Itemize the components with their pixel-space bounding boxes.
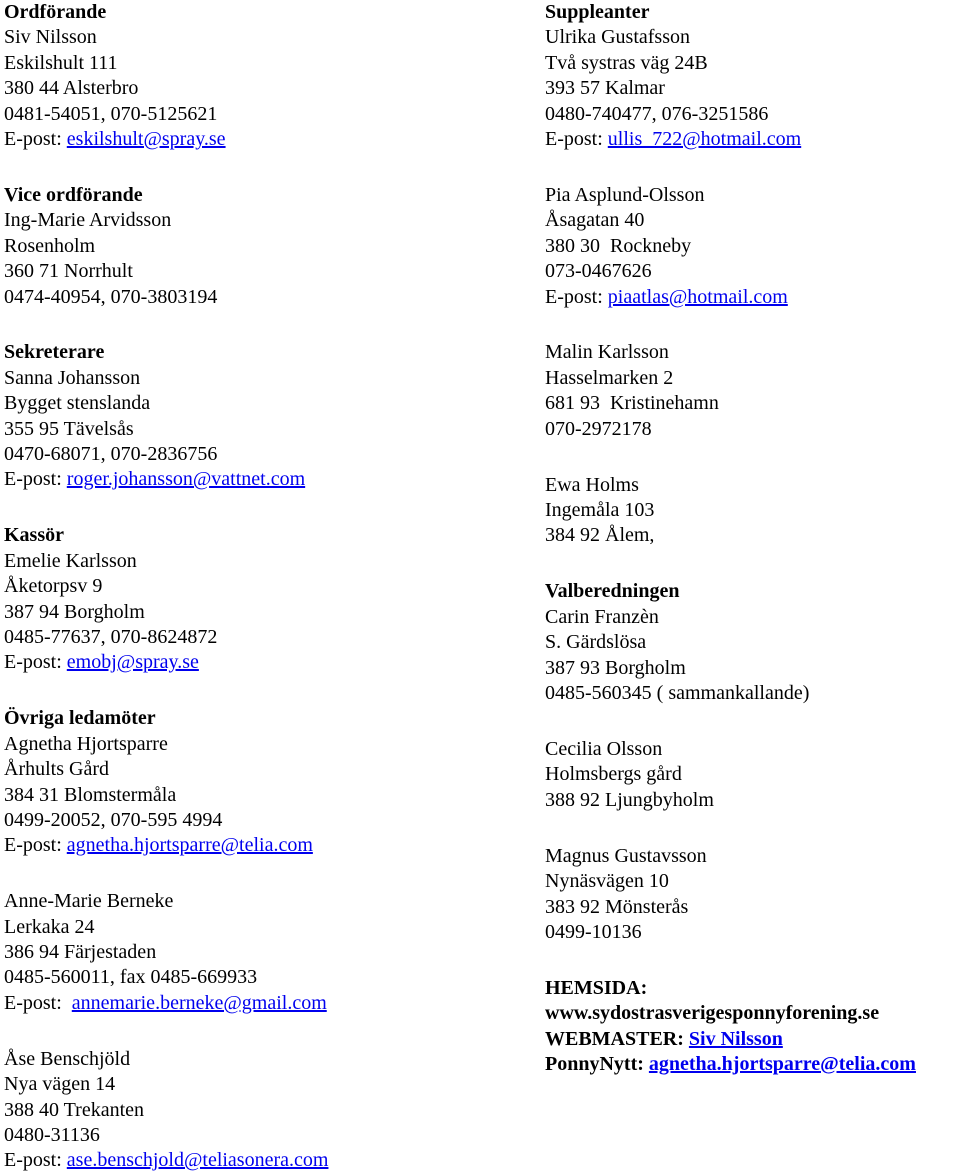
member-card	[545, 25, 960, 152]
contact-email-row	[4, 127, 524, 152]
contact-address: Åsagatan 40	[545, 209, 645, 232]
member-card	[545, 844, 960, 946]
email-link[interactable]: agnetha.hjortsparre@telia.com	[66, 834, 313, 857]
contact-email-row	[4, 467, 524, 492]
contact-postal: 386 94 Färjestaden	[4, 941, 157, 964]
contact-name: Ewa Holms	[545, 473, 639, 496]
webmaster-label: WEBMASTER:	[545, 1027, 689, 1050]
member-card	[545, 473, 960, 549]
contact-address: S. Gärdslösa	[545, 631, 647, 654]
section-heading: Sekreterare	[4, 341, 105, 364]
contact-postal: 355 95 Tävelsås	[4, 417, 134, 440]
contact-name: Carin Franzèn	[545, 605, 659, 628]
contact-address: Två systras väg 24B	[545, 51, 708, 74]
contact-name: Malin Karlsson	[545, 341, 669, 364]
contact-name: Ulrika Gustafsson	[545, 26, 690, 49]
email-label: E-post:	[4, 651, 67, 674]
contact-name: Cecilia Olsson	[545, 737, 663, 760]
section-sekreterare	[4, 340, 524, 492]
contact-postal: 387 93 Borgholm	[545, 656, 686, 679]
contact-postal: 388 40 Trekanten	[4, 1098, 144, 1121]
homepage-label: HEMSIDA:	[545, 976, 648, 999]
webmaster-row	[545, 1027, 960, 1052]
contact-postal: 388 92 Ljungbyholm	[545, 788, 714, 811]
section-valberedningen	[545, 579, 960, 945]
section-ordforande	[4, 0, 524, 152]
contact-postal: 681 93 Kristinehamn	[545, 392, 719, 415]
contact-email-row	[4, 833, 524, 858]
ponnynytt-email-link[interactable]: agnetha.hjortsparre@telia.com	[648, 1053, 916, 1076]
contact-name: Sanna Johansson	[4, 366, 141, 389]
contact-name: Magnus Gustavsson	[545, 844, 707, 867]
contact-phone: 0499-10136	[545, 920, 642, 943]
contact-name: Pia Asplund-Olsson	[545, 183, 705, 206]
email-link[interactable]: annemarie.berneke@gmail.com	[71, 991, 327, 1014]
contact-phone: 070-2972178	[545, 417, 652, 440]
section-heading: Kassör	[4, 524, 64, 547]
email-link[interactable]: roger.johansson@vattnet.com	[66, 468, 306, 491]
contact-address: Lerkaka 24	[4, 915, 95, 938]
email-link[interactable]: emobj@spray.se	[66, 651, 199, 674]
section-heading: Ordförande	[4, 1, 107, 23]
section-heading: Vice ordförande	[4, 183, 143, 206]
section-ovriga-ledamoter	[4, 706, 524, 1173]
email-link[interactable]: piaatlas@hotmail.com	[607, 285, 788, 308]
ponnynytt-row	[545, 1052, 960, 1077]
contact-postal: 393 57 Kalmar	[545, 77, 665, 100]
contact-phone: 073-0467626	[545, 260, 652, 283]
contact-name: Åse Benschjöld	[4, 1047, 131, 1070]
email-label: E-post:	[545, 127, 608, 150]
contact-phone: 0480-740477, 076-3251586	[545, 102, 769, 125]
contact-name: Siv Nilsson	[4, 26, 97, 49]
member-card	[545, 605, 960, 707]
email-label: E-post:	[4, 127, 67, 150]
contact-phone: 0474-40954, 070-3803194	[4, 285, 218, 308]
contact-address: Holmsbergs gård	[545, 763, 682, 786]
contact-phone: 0481-54051, 070-5125621	[4, 102, 218, 125]
contact-address: Nya vägen 14	[4, 1073, 116, 1096]
homepage-url: www.sydostrasverigesponnyforening.se	[545, 1002, 880, 1025]
email-label: E-post:	[4, 468, 67, 491]
contact-phone: 0480-31136	[4, 1124, 100, 1147]
member-card	[4, 732, 524, 859]
contact-email-row	[545, 285, 960, 310]
contact-address: Rosenholm	[4, 234, 96, 257]
contact-phone: 0485-560011, fax 0485-669933	[4, 966, 258, 989]
contact-postal: 383 92 Mönsterås	[545, 895, 689, 918]
member-card	[545, 183, 960, 310]
email-label: E-post:	[4, 1149, 67, 1172]
contact-phone: 0485-77637, 070-8624872	[4, 625, 218, 648]
member-card	[545, 340, 960, 442]
section-kassor	[4, 523, 524, 675]
contact-address: Nynäsvägen 10	[545, 870, 669, 893]
left-column	[4, 0, 524, 1174]
section-heading: Suppleanter	[545, 1, 650, 23]
contact-phone: 0499-20052, 070-595 4994	[4, 808, 223, 831]
section-heading: Övriga ledamöter	[4, 707, 156, 730]
email-label: E-post:	[545, 285, 608, 308]
contact-name: Emelie Karlsson	[4, 549, 137, 572]
contact-name: Ing-Marie Arvidsson	[4, 209, 172, 232]
email-link[interactable]: ase.benschjold@teliasonera.com	[66, 1149, 329, 1172]
member-card	[545, 737, 960, 813]
email-label: E-post:	[4, 991, 72, 1014]
contact-address: Eskilshult 111	[4, 51, 118, 74]
right-column	[545, 0, 960, 1077]
contact-name: Agnetha Hjortsparre	[4, 732, 168, 755]
contact-address: Århults Gård	[4, 758, 109, 781]
email-link[interactable]: ullis_722@hotmail.com	[607, 127, 802, 150]
contact-phone: 0470-68071, 070-2836756	[4, 443, 218, 466]
webmaster-link[interactable]: Siv Nilsson	[688, 1027, 783, 1050]
section-suppleanter	[545, 0, 960, 549]
member-card	[4, 889, 524, 1016]
contact-email-row	[4, 991, 524, 1016]
contact-phone: 0485-560345 ( sammankallande)	[545, 681, 810, 704]
contact-address: Ingemåla 103	[545, 499, 655, 522]
section-heading: Valberedningen	[545, 580, 680, 603]
contact-postal: 380 30 Rockneby	[545, 234, 692, 257]
contact-address: Åketorpsv 9	[4, 575, 103, 598]
ponnynytt-label: PonnyNytt:	[545, 1053, 649, 1076]
contact-postal: 384 92 Ålem,	[545, 524, 655, 547]
contact-postal: 384 31 Blomstermåla	[4, 783, 177, 806]
email-link[interactable]: eskilshult@spray.se	[66, 127, 226, 150]
section-site-info	[545, 976, 960, 1078]
contact-email-row	[545, 127, 960, 152]
email-label: E-post:	[4, 834, 67, 857]
contact-email-row	[4, 1148, 524, 1173]
contact-email-row	[4, 650, 524, 675]
contact-address: Hasselmarken 2	[545, 366, 674, 389]
section-vice-ordforande	[4, 183, 524, 310]
contact-postal: 360 71 Norrhult	[4, 260, 133, 283]
contact-address: Bygget stenslanda	[4, 392, 151, 415]
contact-postal: 387 94 Borgholm	[4, 600, 145, 623]
contact-postal: 380 44 Alsterbro	[4, 77, 139, 100]
contact-name: Anne-Marie Berneke	[4, 890, 174, 913]
